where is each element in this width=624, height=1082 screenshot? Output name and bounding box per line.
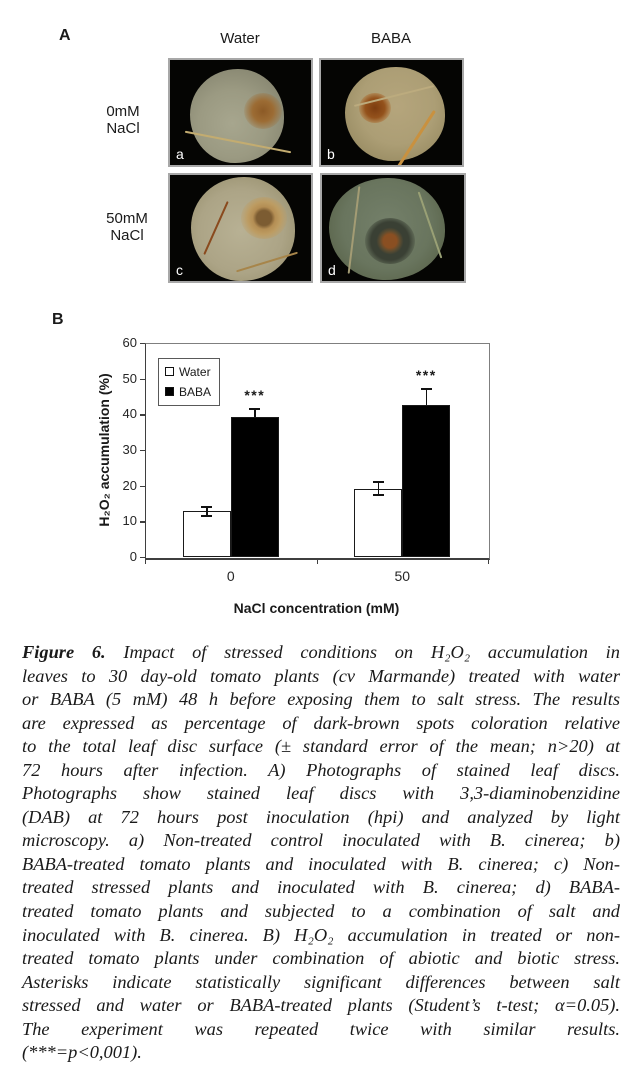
y-tick-mark	[140, 557, 145, 558]
y-tick-label: 0	[129, 549, 137, 564]
bar-water-0	[183, 511, 231, 557]
panel-a-label: A	[59, 27, 71, 44]
x-tick-label: 50	[394, 568, 411, 584]
y-tick-mark	[140, 343, 145, 344]
caption-line: treated tomato plants and subjected to a combination of salt and	[22, 901, 620, 922]
y-tick-mark	[140, 379, 145, 380]
leaf-vein	[185, 131, 291, 154]
x-tick-label: 0	[226, 568, 235, 584]
y-tick-mark	[140, 414, 145, 415]
baba-swatch-icon	[165, 387, 174, 396]
y-tick-label: 20	[122, 477, 137, 493]
leaf-photo-d	[320, 173, 466, 283]
error-bar-cap	[373, 481, 384, 483]
x-tick-mark	[317, 559, 318, 564]
y-tick-mark	[140, 521, 145, 522]
leaf-disc	[345, 67, 445, 161]
column-header-baba: BABA	[370, 30, 412, 47]
y-tick-mark	[140, 450, 145, 451]
caption-line: Asterisks indicate statistically significant differences between salt	[22, 971, 620, 992]
photo-letter: c	[176, 262, 183, 278]
caption-line: treated stressed plants and inoculated with B. cinerea; d) BABA-	[22, 877, 620, 898]
row-label-50mm: 50mM NaCl	[106, 210, 148, 244]
panel-b-label: B	[52, 311, 64, 328]
caption-line: microscopy. a) Non-treated control inoculated with B. cinerea; b)	[22, 830, 620, 851]
caption-line: The experiment was repeated twice with similar results.	[22, 1018, 620, 1039]
caption-line: (***=p<0,001).	[22, 1042, 142, 1063]
legend-label: Water	[179, 364, 211, 379]
y-axis-title: H₂O₂ accumulation (%)	[96, 373, 112, 527]
y-tick-mark	[140, 486, 145, 487]
legend-label: BABA	[179, 384, 212, 399]
leaf-photo-b	[319, 58, 464, 167]
caption-line: Figure 6. Impact of stressed conditions on H₂O₂ accumulation in	[22, 642, 620, 662]
figure-caption	[22, 641, 620, 1065]
dab-stain-spot	[241, 197, 287, 239]
leaf-vein	[418, 192, 443, 259]
caption-line: BABA-treated tomato plants and inoculated with B. cinerea; c) Non-	[22, 853, 620, 874]
bar-baba-0	[231, 417, 279, 557]
y-tick-label: 60	[122, 335, 137, 350]
water-swatch-icon	[165, 367, 174, 376]
photo-letter: d	[328, 262, 336, 278]
caption-line: inoculated with B. cinerea. B) H₂O₂ accumulation in treated or non-	[22, 924, 620, 945]
leaf-vein	[203, 201, 228, 255]
leaf-vein	[236, 252, 298, 273]
caption-line: leaves to 30 day-old tomato plants (cv Marmande) treated with water	[22, 665, 620, 686]
error-bar-cap	[201, 515, 212, 517]
error-bar-cap	[373, 494, 384, 496]
leaf-photo-a	[168, 58, 313, 167]
caption-line: 72 hours after infection. A) Photographs of stained leaf discs.	[22, 759, 620, 780]
caption-line: or BABA (5 mM) 48 h before exposing them to salt stress. The results	[22, 689, 620, 710]
legend-item-baba	[165, 384, 219, 399]
leaf-vein	[348, 186, 361, 274]
dab-stain-spot	[365, 218, 415, 264]
caption-line: stressed and water or BABA-treated plants (Student’s t-test; α=0.05).	[22, 995, 620, 1016]
photo-letter: a	[176, 146, 184, 162]
photo-letter: b	[327, 146, 335, 162]
caption-line: to the total leaf disc surface (± standard error of the mean; n>20) at	[22, 736, 620, 757]
x-tick-mark	[488, 559, 489, 564]
leaf-photo-c	[168, 173, 313, 283]
y-tick-label: 30	[122, 442, 137, 457]
significance-stars: ***	[415, 367, 437, 383]
caption-line: (DAB) at 72 hours post inoculation (hpi) and analyzed by light	[22, 806, 620, 827]
bar-water-50	[354, 489, 402, 557]
bar-baba-50	[402, 405, 450, 557]
x-tick-mark	[145, 559, 146, 564]
leaf-disc	[329, 178, 445, 280]
error-bar-cap	[249, 408, 260, 410]
significance-stars: ***	[244, 386, 266, 403]
leaf-disc	[190, 69, 284, 163]
caption-line: are expressed as percentage of dark-brown spots coloration relative	[22, 712, 620, 733]
leaf-vein	[381, 110, 436, 167]
error-bar-stem	[254, 409, 256, 418]
y-tick-label: 10	[122, 513, 137, 529]
legend-item-water	[165, 364, 219, 379]
x-axis-title: NaCl concentration (mM)	[233, 600, 400, 616]
chart-legend	[158, 358, 220, 406]
error-bar-cap	[421, 388, 432, 390]
leaf-disc	[191, 177, 295, 281]
y-tick-label: 40	[122, 406, 137, 422]
column-header-water: Water	[220, 30, 260, 47]
caption-line: treated tomato plants under combination of abiotic and biotic stress.	[22, 948, 620, 969]
caption-lead: Figure 6.	[22, 642, 106, 662]
error-bar-stem	[426, 389, 428, 405]
row-label-0mm: 0mM NaCl	[106, 103, 140, 137]
caption-line: Photographs show stained leaf discs with 3,3-diaminobenzidine	[22, 783, 620, 804]
bar-chart	[95, 330, 555, 622]
dab-stain-spot	[244, 93, 282, 129]
y-tick-label: 50	[122, 370, 137, 386]
error-bar-cap	[201, 506, 212, 508]
